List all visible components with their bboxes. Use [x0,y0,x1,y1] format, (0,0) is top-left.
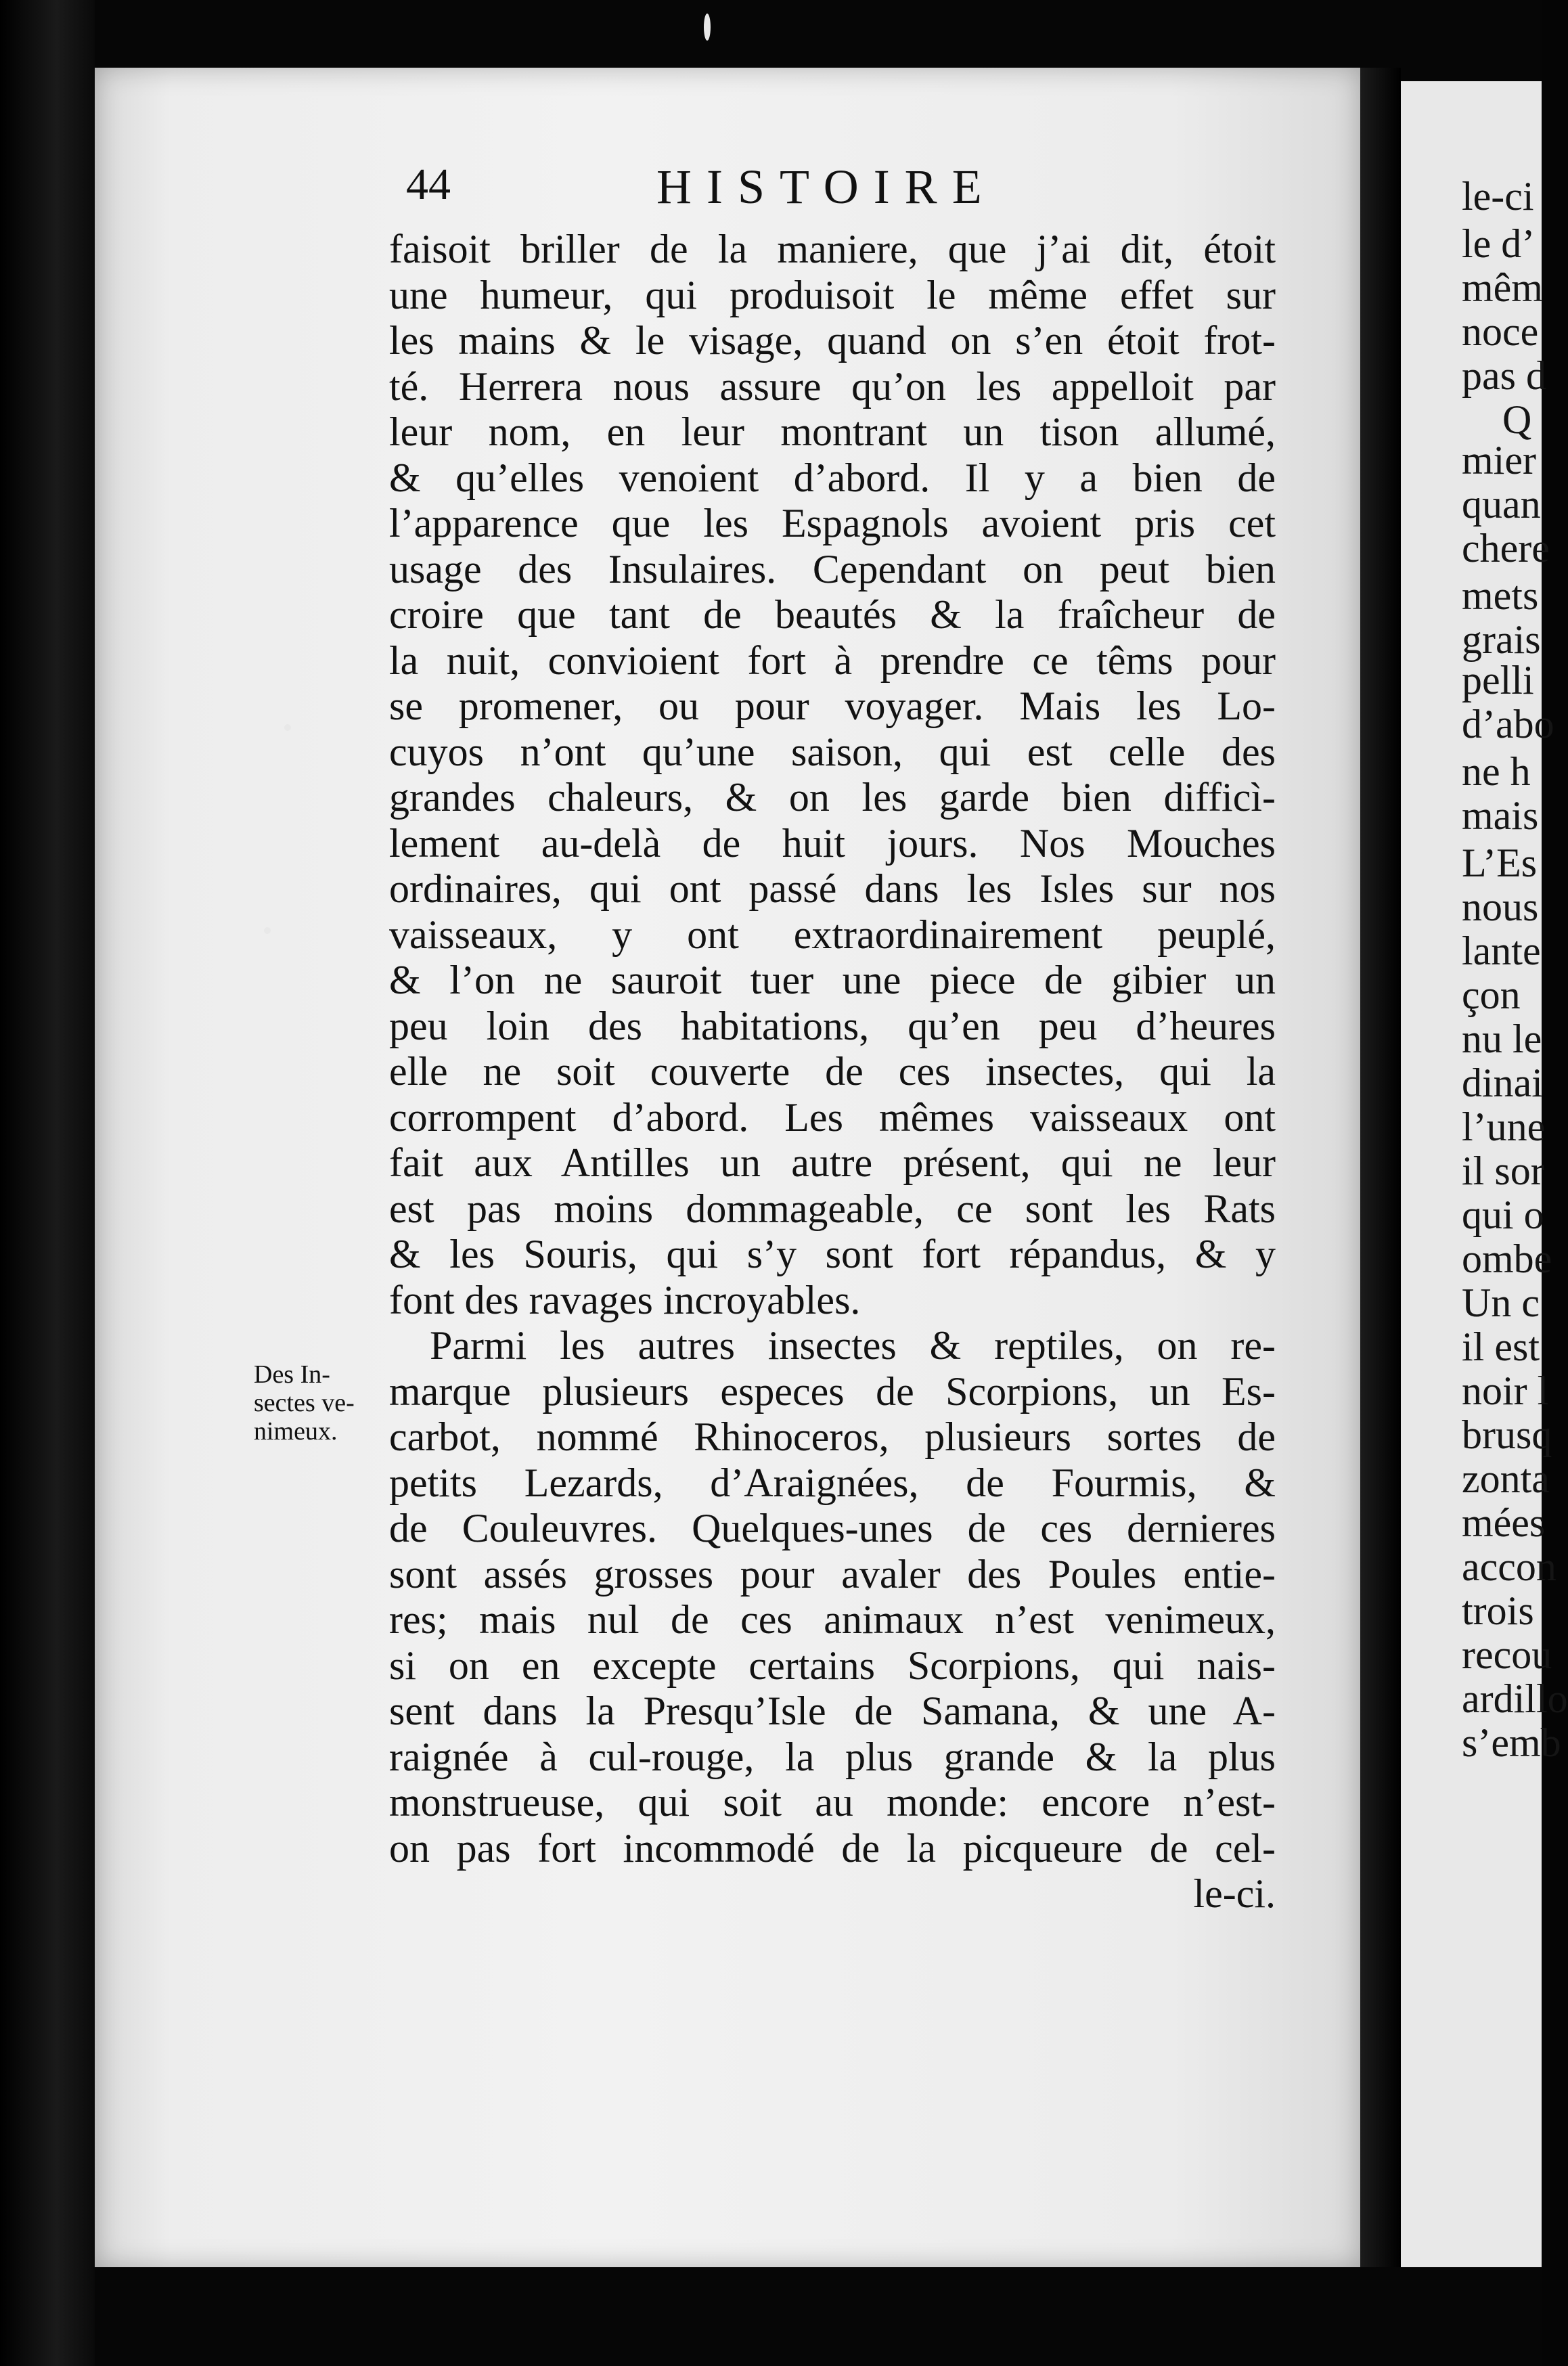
right-page-fragment: mais [1462,793,1539,838]
right-page-fragment: pelli [1462,658,1534,702]
right-page-fragment: qui o [1462,1192,1544,1237]
right-page-fragment: chere [1462,526,1550,571]
right-page-fragment: mêm [1462,265,1543,310]
text-line: vaisseaux, y ont extraordinairement peuplé, [389,912,1276,957]
text-line: si on en excepte certains Scorpions, qui nais- [389,1643,1276,1688]
text-line: est pas moins dommageable, ce sont les Rats [389,1186,1276,1231]
scan-speck [704,14,711,41]
margin-note-line: Des In- [254,1360,330,1389]
right-page-fragment: s’emb [1462,1720,1561,1765]
text-line: res; mais nul de ces animaux n’est venimeux, [389,1597,1276,1642]
text-line: marque plusieurs especes de Scorpions, un Es- [389,1368,1276,1414]
text-line: grandes chaleurs, & on les garde bien difficì- [389,775,1276,820]
running-head [406,159,1265,220]
text-line: raignée à cul-rouge, la plus grande & la plus [389,1734,1276,1779]
text-line: & l’on ne sauroit tuer une piece de gibier un [389,958,1276,1002]
right-page-fragment: d’abo [1462,702,1554,746]
body-text [389,227,1276,1917]
right-page-fragment: Q [1502,397,1532,442]
text-line: monstrueuse, qui soit au monde: encore n’est- [389,1780,1276,1825]
right-page-fragment: recou [1462,1632,1552,1677]
text-line: le-ci. [1193,1871,1276,1916]
text-line: se promener, ou pour voyager. Mais les Lo- [389,684,1276,728]
text-line: carbot, nommé Rhinoceros, plusieurs sortes de [389,1414,1276,1459]
text-line: lement au-delà de huit jours. Nos Mouches [389,820,1276,866]
text-line: elle ne soit couverte de ces insectes, qui la [389,1049,1276,1094]
text-line: les mains & le visage, quand on s’en étoit frot- [389,318,1276,363]
right-page-fragment: zonta [1462,1456,1550,1501]
text-line: leur nom, en leur montrant un tison allumé, [389,409,1276,454]
text-line: petits Lezards, d’Araignées, de Fourmis, & [389,1460,1276,1505]
right-page-fragment: çon [1462,973,1521,1017]
running-title: HISTOIRE [656,160,997,214]
text-line: corrompent d’abord. Les mêmes vaisseaux ont [389,1094,1276,1140]
text-line: peu loin des habitations, qu’en peu d’heures [389,1003,1276,1048]
right-page-fragment: ardillo [1462,1676,1568,1721]
right-page-fragment: mées [1462,1500,1546,1545]
text-line: fait aux Antilles un autre présent, qui ne leur [389,1140,1276,1185]
right-page-fragment: mets [1462,573,1539,618]
text-line: de Couleuvres. Quelques-unes de ces dernieres [389,1506,1276,1550]
right-page-fragment: Un c [1462,1280,1540,1325]
text-line: ordinaires, qui ont passé dans les Isles sur nos [389,866,1276,911]
book-binding-edge [0,0,95,2366]
text-line: sont assés grosses pour avaler des Poules entie- [389,1551,1276,1597]
text-line: & les Souris, qui s’y sont fort répandus, & y [389,1232,1276,1276]
right-page-fragment: noce [1462,309,1539,354]
right-page-fragment: il sor [1462,1148,1544,1193]
text-line: cuyos n’ont qu’une saison, qui est celle des [389,729,1276,774]
text-line: une humeur, qui produisoit le même effet sur [389,272,1276,317]
text-line: Parmi les autres insectes & reptiles, on re- [430,1323,1276,1368]
text-line: sent dans la Presqu’Isle de Samana, & une A- [389,1689,1276,1733]
right-page-fragment: l’une [1462,1104,1546,1149]
margin-note-line: sectes ve- [254,1389,355,1417]
text-line: la nuit, convioient fort à prendre ce têms pour [389,638,1276,683]
text-line: font des ravages incroyables. [389,1277,861,1322]
page-gutter [1360,68,1401,2267]
margin-note [254,1360,389,1446]
right-page-partial [1401,81,1568,2267]
right-page-fragment: le d’ [1462,221,1536,266]
text-line: croire que tant de beautés & la fraîcheur de [389,592,1276,637]
text-line: & qu’elles venoient d’abord. Il y a bien de [389,455,1276,500]
right-page-fragment: le-ci [1462,174,1534,219]
text-line: usage des Insulaires. Cependant on peut bien [389,546,1276,592]
margin-note-line: nimeux. [254,1417,338,1446]
right-page-fragment: brusq [1462,1412,1552,1457]
right-page-fragment: quan [1462,482,1541,527]
right-page-fragment: grais [1462,617,1541,662]
scan-speck [264,927,271,934]
right-page-fragment: accon [1462,1544,1556,1589]
right-page-fragment: dinai [1462,1061,1543,1105]
right-page-fragment: lante [1462,929,1541,973]
scan-speck [284,724,291,731]
text-line: faisoit briller de la maniere, que j’ai dit, étoit [389,227,1276,271]
right-page-fragment: noir l [1462,1368,1549,1413]
right-page-fragment: trois [1462,1588,1534,1633]
right-page-fragment: pas d [1462,353,1546,398]
right-page-fragment: nu le [1462,1017,1542,1061]
text-line: on pas fort incommodé de la picqueure de cel- [389,1825,1276,1871]
right-page-fragment: nous [1462,885,1539,929]
page-number: 44 [406,160,451,209]
right-page-fragment: L’Es [1462,841,1538,885]
right-page-fragment: il est [1462,1324,1540,1369]
right-page-fragment: mier [1462,438,1536,483]
text-line: l’apparence que les Espagnols avoient pris cet [389,501,1276,545]
text-line: té. Herrera nous assure qu’on les appelloit par [389,363,1276,409]
right-page-fragment: ombe [1462,1236,1552,1281]
right-page-fragment: ne h [1462,749,1531,794]
